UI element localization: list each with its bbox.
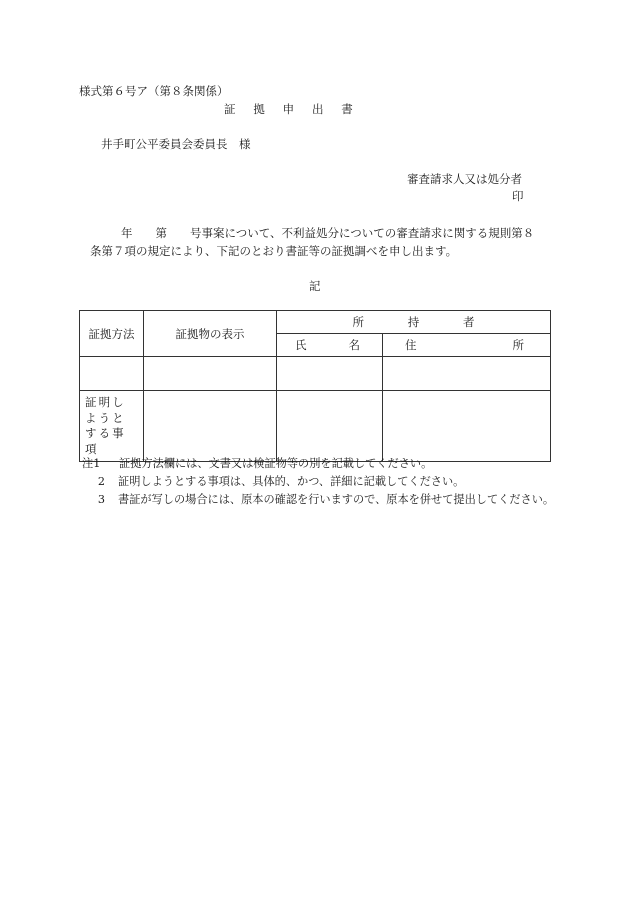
header-method: 証拠方法 xyxy=(88,326,135,341)
addressee: 井手町公平委員会委員長 様 xyxy=(101,137,251,151)
header-name-cell xyxy=(277,334,383,357)
note-text: 証明しようとする事項は、具体的、かつ、詳細に記載してください。 xyxy=(118,474,465,488)
note-item xyxy=(88,491,558,509)
header-display-cell xyxy=(144,311,277,357)
proof-display-input-cell[interactable] xyxy=(144,391,277,462)
applicant-role: 審査請求人又は処分者 xyxy=(407,172,522,186)
note-item xyxy=(82,455,558,473)
proof-subject-label: 証明しようとする事項 xyxy=(80,391,144,462)
display-input-cell[interactable] xyxy=(144,357,277,391)
address-input-cell[interactable] xyxy=(383,357,551,391)
table-row xyxy=(80,357,551,391)
header-address-first: 住 xyxy=(405,338,417,352)
note-number: 2 xyxy=(97,474,105,488)
table-row xyxy=(80,391,551,462)
notes-section xyxy=(82,455,558,509)
header-method-cell xyxy=(80,311,144,357)
body-line-1: 年 第 号事案について、不利益処分についての審査請求に関する規則第８ xyxy=(121,226,535,240)
note-item xyxy=(88,473,558,491)
name-input-cell[interactable] xyxy=(277,357,383,391)
header-address-second: 所 xyxy=(512,338,525,352)
header-holder: 所持者 xyxy=(352,315,519,329)
note-number: 注1 xyxy=(82,457,101,470)
header-name-second: 名 xyxy=(348,338,360,352)
form-number: 様式第６号ア（第８条関係） xyxy=(79,84,229,98)
evidence-table xyxy=(79,310,551,462)
note-number: 3 xyxy=(97,492,105,506)
seal-mark: 印 xyxy=(512,189,524,203)
ki-heading: 記 xyxy=(309,279,321,293)
document-title: 証拠申出書 xyxy=(224,102,371,116)
proof-address-input-cell[interactable] xyxy=(383,391,551,462)
header-address-cell xyxy=(383,334,551,357)
header-holder-cell xyxy=(277,311,551,334)
note-text: 書証が写しの場合には、原本の確認を行いますので、原本を併せて提出してください。 xyxy=(118,492,555,506)
note-text: 証拠方法欄には、文書又は検証物等の別を記載してください。 xyxy=(119,457,433,470)
header-display: 証拠物の表示 xyxy=(175,326,245,341)
header-name-first: 氏 xyxy=(295,338,307,352)
proof-name-input-cell[interactable] xyxy=(277,391,383,462)
body-line-2: 条第７項の規定により、下記のとおり書証等の証拠調べを申し出ます。 xyxy=(90,244,458,258)
table-header-row xyxy=(80,311,551,334)
method-input-cell[interactable] xyxy=(80,357,144,391)
